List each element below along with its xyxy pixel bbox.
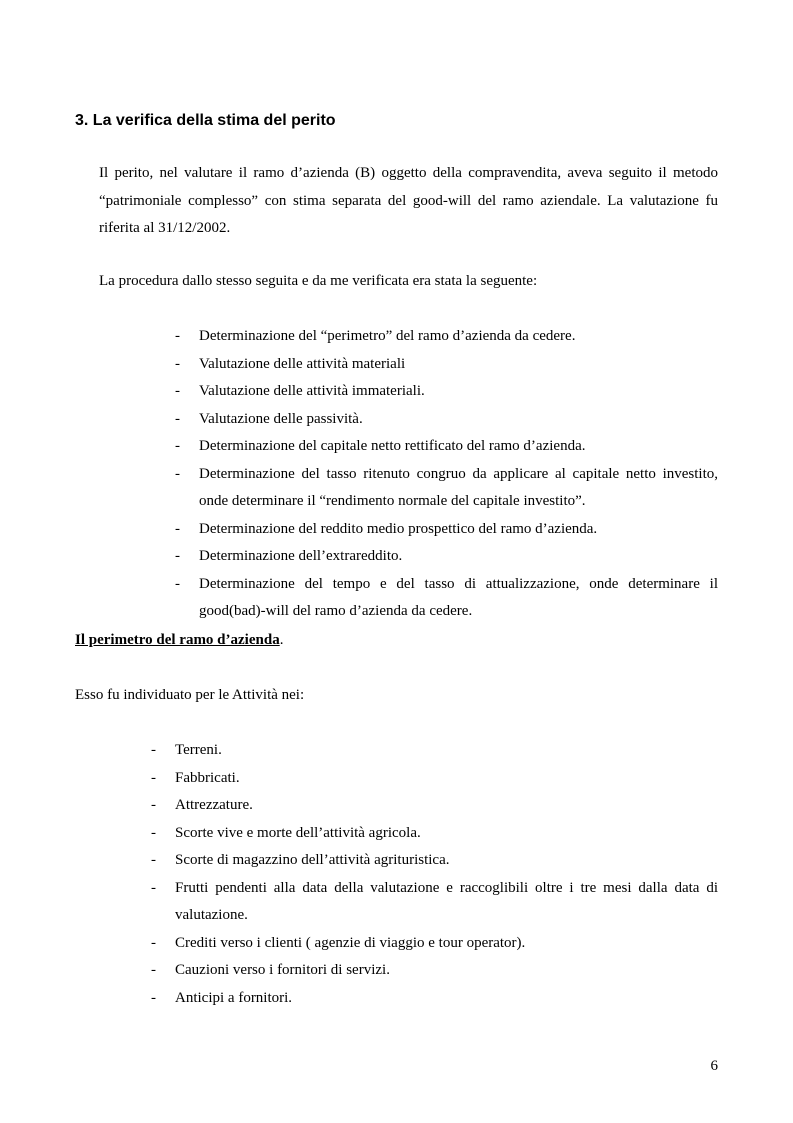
list-dash: - — [151, 879, 156, 896]
list-dash: - — [151, 962, 156, 978]
list-item-text: Determinazione del tasso ritenuto congruo da applicare al capitale netto investito, onde determinare il “rendimento normale del capitale investito”. — [199, 465, 718, 509]
list-item — [151, 765, 718, 793]
perimeter-intro-paragraph: Esso fu individuato per le Attività nei: — [75, 687, 305, 703]
list-item — [151, 957, 718, 985]
perimeter-subheading — [75, 627, 283, 655]
list-item — [175, 571, 718, 626]
list-dash: - — [151, 769, 156, 786]
list-dash: - — [151, 824, 156, 841]
list-dash: - — [151, 797, 156, 813]
list-dash: - — [151, 934, 156, 951]
procedure-intro-paragraph: La procedura dallo stesso seguita e da me verificata era stata la seguente: — [99, 273, 538, 289]
perimeter-subheading-suffix: . — [279, 632, 284, 648]
list-dash: - — [175, 465, 180, 482]
list-item — [175, 406, 718, 434]
intro-paragraph: Il perito, nel valutare il ramo d’azienda (B) oggetto della compravendita, aveva seguito il metodo “patrimoniale complesso” con stima separata del good-will del ramo aziendale. La valutazione fu riferita al 31/12/2002. — [99, 165, 718, 236]
list-item-text: Determinazione del capitale netto rettificato del ramo d’azienda. — [199, 438, 586, 454]
list-item-text: Determinazione dell’extrareddito. — [199, 548, 403, 564]
list-item-text: Terreni. — [175, 742, 222, 758]
list-item-text: Determinazione del reddito medio prospettico del ramo d’azienda. — [199, 520, 598, 537]
list-item-text: Valutazione delle attività materiali — [199, 355, 406, 372]
list-item-text: Valutazione delle attività immateriali. — [199, 383, 425, 399]
list-dash: - — [175, 383, 180, 399]
list-dash: - — [175, 355, 180, 372]
list-dash: - — [175, 520, 180, 537]
list-item — [151, 847, 718, 875]
list-item — [151, 820, 718, 848]
list-item-text: Cauzioni verso i fornitori di servizi. — [175, 962, 390, 978]
assets-list — [151, 737, 718, 1012]
list-dash: - — [175, 548, 180, 564]
list-item — [151, 737, 718, 765]
list-item — [175, 351, 718, 379]
list-item-text: Determinazione del “perimetro” del ramo d’azienda da cedere. — [199, 328, 576, 344]
list-item-text: Determinazione del tempo e del tasso di attualizzazione, onde determinare il good(bad)-will del ramo d’azienda da cedere. — [199, 575, 718, 619]
list-item — [151, 792, 718, 820]
list-dash: - — [175, 410, 180, 427]
list-item — [151, 875, 718, 930]
list-item-text: Crediti verso i clienti ( agenzie di viaggio e tour operator). — [175, 934, 526, 951]
list-item — [175, 323, 718, 351]
list-item-text: Valutazione delle passività. — [199, 410, 363, 427]
list-dash: - — [151, 742, 156, 758]
list-item — [175, 433, 718, 461]
list-dash: - — [175, 438, 180, 454]
list-dash: - — [151, 989, 156, 1006]
list-item — [151, 985, 718, 1013]
list-item-text: Fabbricati. — [175, 769, 240, 786]
list-item-text: Attrezzature. — [175, 797, 253, 813]
list-item-text: Anticipi a fornitori. — [175, 989, 293, 1006]
list-item — [175, 461, 718, 516]
list-item — [175, 378, 718, 406]
list-item-text: Scorte di magazzino dell’attività agrituristica. — [175, 852, 450, 868]
list-dash: - — [151, 852, 156, 868]
list-dash: - — [175, 575, 180, 592]
list-item — [175, 516, 718, 544]
section-heading: 3. La verifica della stima del perito — [75, 112, 336, 129]
list-item-text: Scorte vive e morte dell’attività agricola. — [175, 824, 421, 841]
procedure-list — [175, 323, 718, 626]
perimeter-subheading-title: Il perimetro del ramo d’azienda — [75, 632, 280, 648]
list-dash: - — [175, 328, 180, 344]
list-item — [151, 930, 718, 958]
list-item-text: Frutti pendenti alla data della valutazione e raccoglibili oltre i tre mesi dalla data di valutazione. — [175, 879, 718, 923]
page-number: 6 — [710, 1058, 718, 1074]
list-item — [175, 543, 718, 571]
